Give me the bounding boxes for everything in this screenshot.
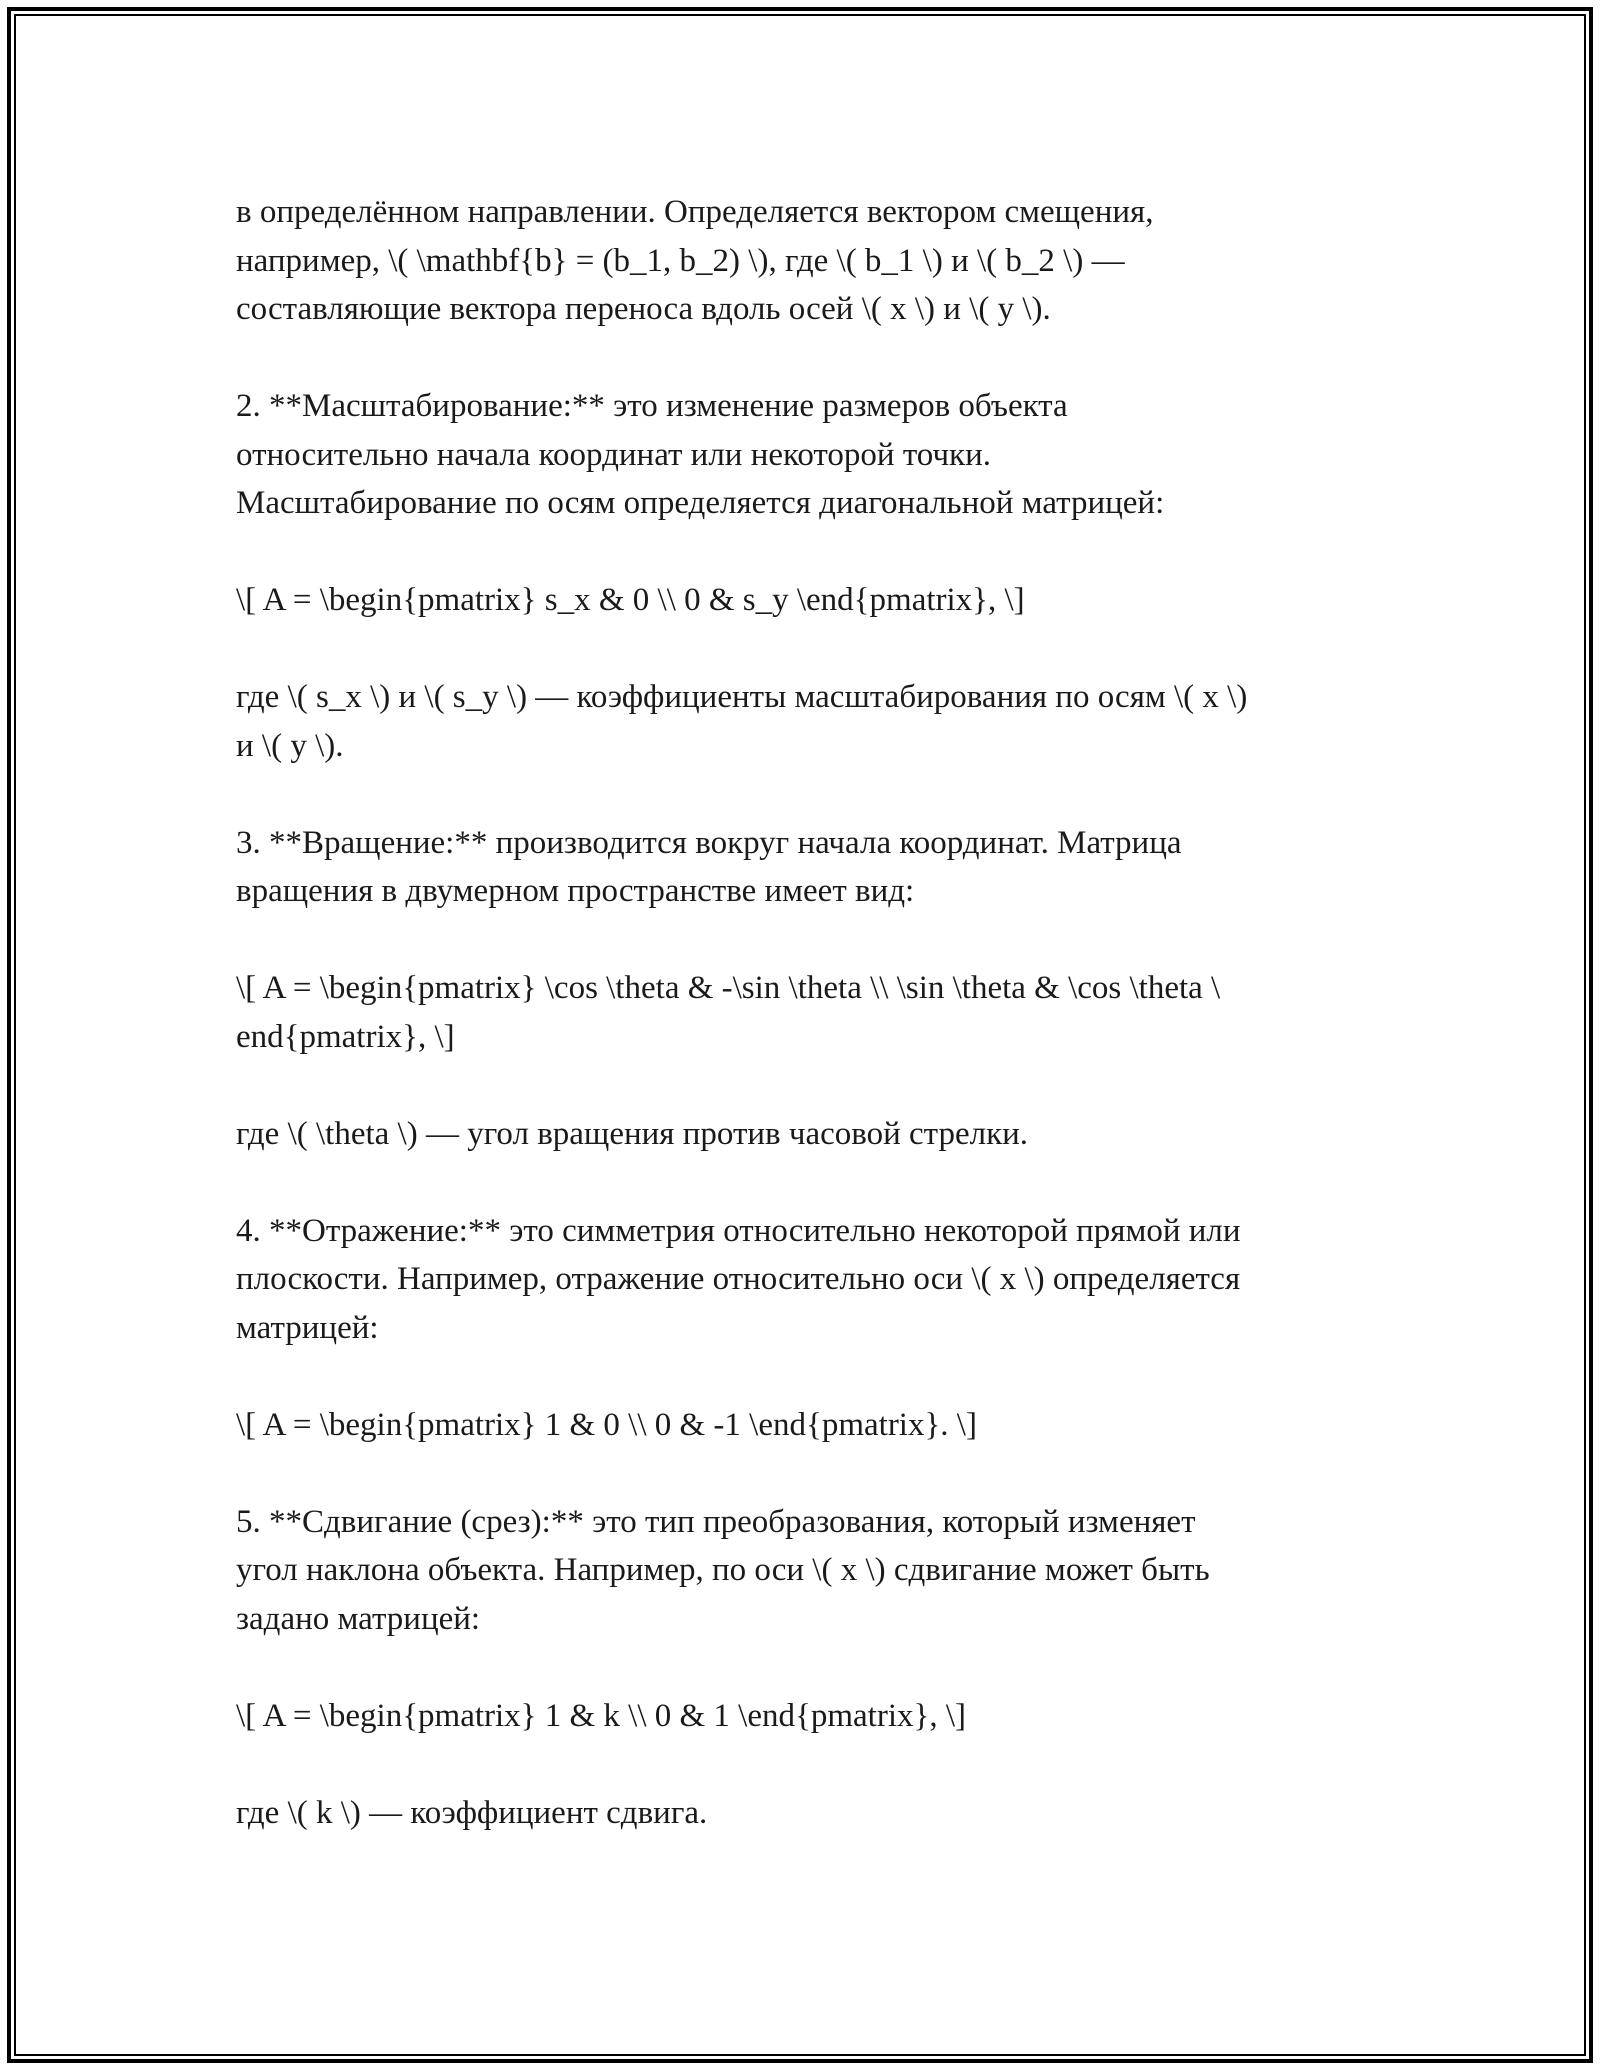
text-line: 5. **Сдвигание (срез):** это тип преобразования, который изменяет <box>236 1503 1196 1540</box>
text-line: Масштабирование по осям определяется диагональной матрицей: <box>236 485 1165 521</box>
text-line: end{pmatrix}, \] <box>236 1018 455 1055</box>
text-line: матрицей: <box>236 1309 379 1346</box>
paragraph-rotation-angle <box>236 1110 1396 1159</box>
paragraph-reflection <box>236 1207 1396 1353</box>
paragraph-scaling <box>236 382 1396 528</box>
paragraph-shear-coefficient <box>236 1789 1396 1838</box>
text-line: \[ A = \begin{pmatrix} \cos \theta & -\sin \theta \\ \sin \theta & \cos \theta \ <box>236 970 1221 1006</box>
paragraph-rotation <box>236 819 1396 916</box>
text-line: где \( s_x \) и \( s_y \) — коэффициенты масштабирования по осям \( x \) <box>236 679 1248 715</box>
formula-reflection-matrix <box>236 1401 1396 1450</box>
formula-scaling-matrix <box>236 576 1396 625</box>
text-line: составляющие вектора переноса вдоль осей \( x \) и \( y \). <box>236 291 1051 327</box>
text-line: 3. **Вращение:** производится вокруг начала координат. Матрица <box>236 824 1182 861</box>
paragraph-scaling-coefficients <box>236 673 1396 770</box>
paragraph-translation-end <box>236 188 1396 334</box>
text-line: 4. **Отражение:** это симметрия относительно некоторой прямой или <box>236 1212 1241 1249</box>
text-line: задано матрицей: <box>236 1600 481 1637</box>
text-line: где \( \theta \) — угол вращения против часовой стрелки. <box>236 1115 1029 1152</box>
paragraph-shear <box>236 1498 1396 1644</box>
document-body <box>236 188 1396 1886</box>
text-line: в определённом направлении. Определяется вектором смещения, <box>236 194 1154 230</box>
text-line: угол наклона объекта. Например, по оси \( x \) сдвигание может быть <box>236 1552 1210 1588</box>
text-line: 2. **Масштабирование:** это изменение размеров объекта <box>236 388 1068 424</box>
text-line: \[ A = \begin{pmatrix} 1 & k \\ 0 & 1 \end{pmatrix}, \] <box>236 1697 966 1734</box>
text-line: например, \( \mathbf{b} = (b_1, b_2) \), где \( b_1 \) и \( b_2 \) — <box>236 242 1125 279</box>
text-line: относительно начала координат или некоторой точки. <box>236 436 991 473</box>
text-line: \[ A = \begin{pmatrix} s_x & 0 \\ 0 & s_y \end{pmatrix}, \] <box>236 582 1025 618</box>
text-line: и \( y \). <box>236 727 344 764</box>
text-line: \[ A = \begin{pmatrix} 1 & 0 \\ 0 & -1 \end{pmatrix}. \] <box>236 1406 977 1443</box>
text-line: плоскости. Например, отражение относительно оси \( x \) определяется <box>236 1261 1241 1297</box>
text-line: где \( k \) — коэффициент сдвига. <box>236 1794 708 1831</box>
formula-shear-matrix <box>236 1692 1396 1741</box>
formula-rotation-matrix <box>236 964 1396 1061</box>
text-line: вращения в двумерном пространстве имеет вид: <box>236 873 915 909</box>
